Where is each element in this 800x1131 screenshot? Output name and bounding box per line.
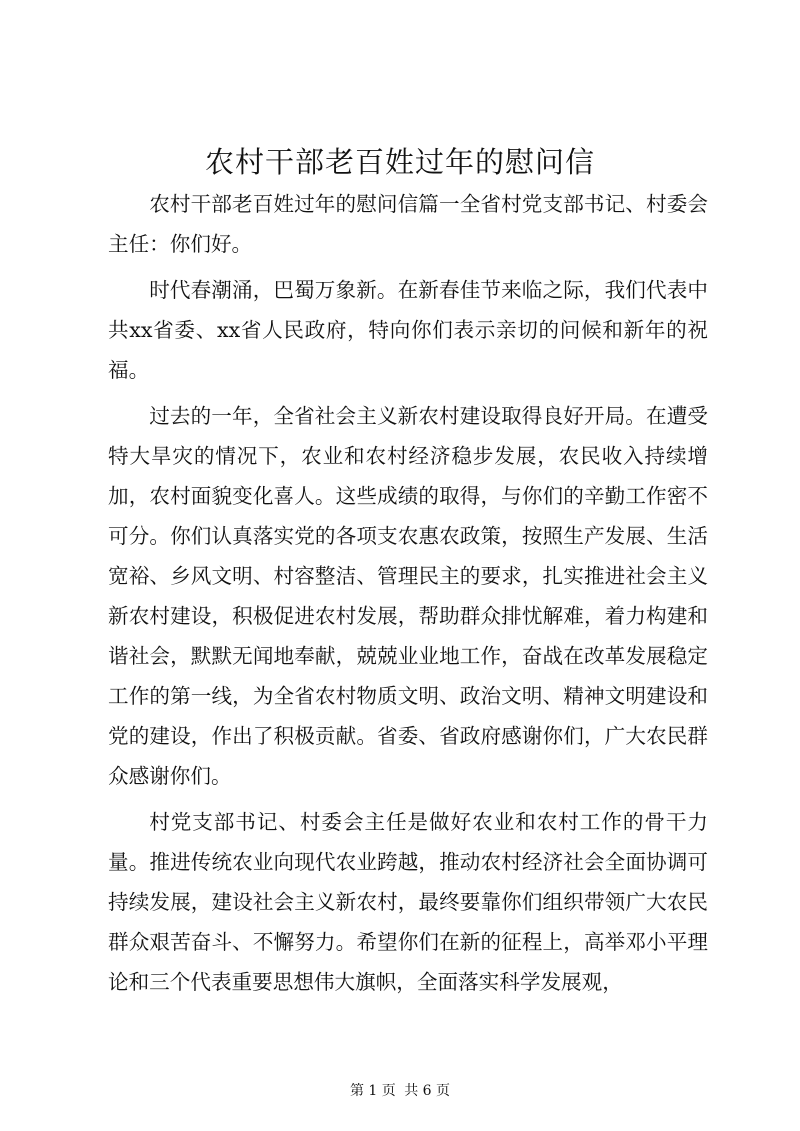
page-title: 农村干部老百姓过年的慰问信 — [204, 145, 595, 179]
page-number: 第 1 页 — [349, 1083, 396, 1099]
paragraph-1: 农村干部老百姓过年的慰问信篇一全省村党支部书记、村委会主任：你们好。 — [108, 192, 708, 256]
document-body — [108, 184, 708, 1008]
page-footer — [0, 1081, 800, 1101]
paragraph-2: 时代春潮涌，巴蜀万象新。在新春佳节来临之际，我们代表中共xx省委、xx省人民政府，特向你们表示亲切的问候和新年的祝福。 — [108, 278, 708, 382]
page-total: 共 6 页 — [404, 1083, 451, 1099]
paragraph-3: 过去的一年，全省社会主义新农村建设取得良好开局。在遭受特大旱灾的情况下，农业和农村经济稳步发展，农民收入持续增加，农村面貌变化喜人。这些成绩的取得，与你们的辛勤工作密不可分。你们认真落实党的各项支农惠农政策，按照生产发展、生活宽裕、乡风文明、村容整洁、管理民主的要求，扎实推进社会主义新农村建设，积极促进农村发展，帮助群众排忧解难，着力构建和谐社会，默默无闻地奉献，兢兢业业地工作，奋战在改革发展稳定工作的第一线，为全省农村物质文明、政治文明、精神文明建设和党的建设，作出了积极贡献。省委、省政府感谢你们，广大农民群众感谢你们。 — [108, 404, 708, 788]
paragraph-4: 村党支部书记、村委会主任是做好农业和农村工作的骨干力量。推进传统农业向现代农业跨越，推动农村经济社会全面协调可持续发展，建设社会主义新农村，最终要靠你们组织带领广大农民群众艰苦奋斗、不懈努力。希望你们在新的征程上，高举邓小平理论和三个代表重要思想伟大旗帜，全面落实科学发展观， — [108, 810, 708, 994]
